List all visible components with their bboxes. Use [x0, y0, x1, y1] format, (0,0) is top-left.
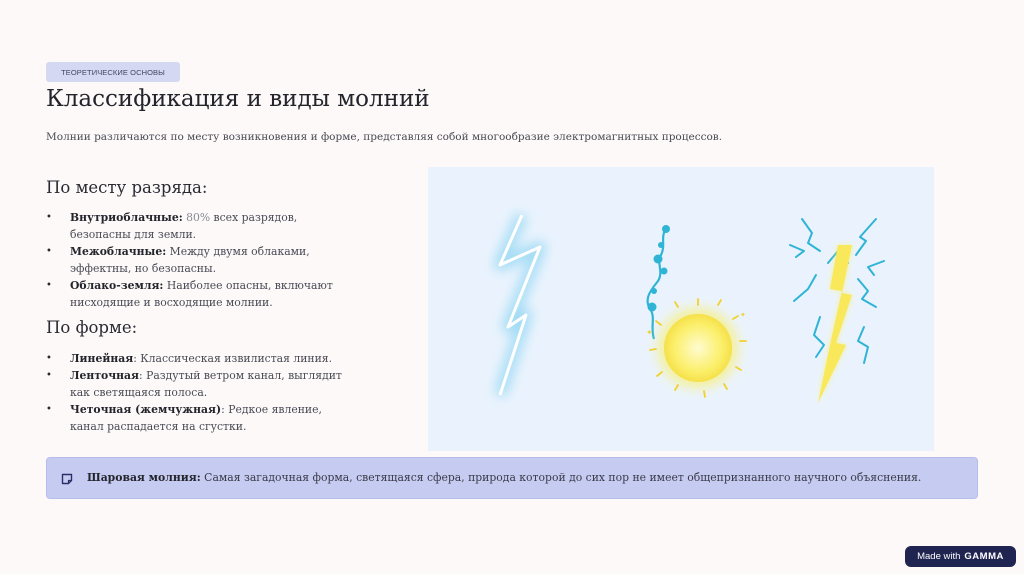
- made-with-gamma-badge[interactable]: [905, 546, 1016, 567]
- item-term: Межоблачные:: [70, 245, 167, 258]
- list-by-form: [46, 350, 356, 435]
- heading-by-place: По месту разряда:: [46, 178, 208, 197]
- callout-text: [87, 471, 921, 484]
- item-term: Облако-земля:: [70, 279, 164, 292]
- callout-body: Самая загадочная форма, светящаяся сфера, природа которой до сих пор не имеет общепризнанного научного объяснения.: [200, 471, 922, 484]
- item-text: всех разрядов, безопасны для земли.: [70, 211, 298, 241]
- note-icon: [61, 473, 73, 485]
- callout-term: Шаровая молния:: [87, 471, 201, 484]
- heading-by-form: По форме:: [46, 318, 138, 337]
- svg-text:✦: ✦: [740, 311, 746, 319]
- item-term: Четочная (жемчужная): [70, 403, 222, 416]
- item-text: : Классическая извилистая линия.: [133, 352, 333, 365]
- item-text: : Редкое явление, канал распадается на сгустки.: [70, 403, 322, 433]
- item-term: Ленточная: [70, 369, 139, 382]
- item-text: Между двумя облаками, эффектны, но безопасны.: [70, 245, 310, 275]
- svg-text:✦: ✦: [646, 328, 653, 337]
- ball-lightning-callout: [46, 457, 978, 499]
- list-by-place: [46, 209, 356, 311]
- list-item: [46, 367, 356, 401]
- ball-lightning-icon: [646, 299, 746, 397]
- illustration-canvas: [428, 167, 934, 451]
- linear-lightning-icon: [500, 215, 540, 395]
- list-item: [46, 209, 356, 243]
- item-text: : Раздутый ветром канал, выглядит как светящаяся полоса.: [70, 369, 342, 399]
- bead-lightning-icon: [648, 225, 671, 339]
- badge-brand: GAMMA: [964, 551, 1004, 562]
- list-item: [46, 350, 356, 367]
- item-term: Линейная: [70, 352, 134, 365]
- lightning-illustration: [428, 167, 934, 451]
- page-subtitle: Молнии различаются по месту возникновения и форме, представляя собой многообразие электромагнитных процессов.: [46, 131, 723, 143]
- item-term: Внутриоблачные:: [70, 211, 183, 224]
- list-item: [46, 401, 356, 435]
- badge-prefix: Made with: [917, 551, 961, 562]
- section-tag: ТЕОРЕТИЧЕСКИЕ ОСНОВЫ: [46, 62, 180, 82]
- list-item: [46, 243, 356, 277]
- page-title: Классификация и виды молний: [46, 86, 430, 112]
- branched-lightning-icon: [790, 219, 884, 403]
- item-highlight: 80%: [186, 211, 211, 224]
- list-item: [46, 277, 356, 311]
- item-text: Наиболее опасны, включают нисходящие и восходящие молнии.: [70, 279, 333, 309]
